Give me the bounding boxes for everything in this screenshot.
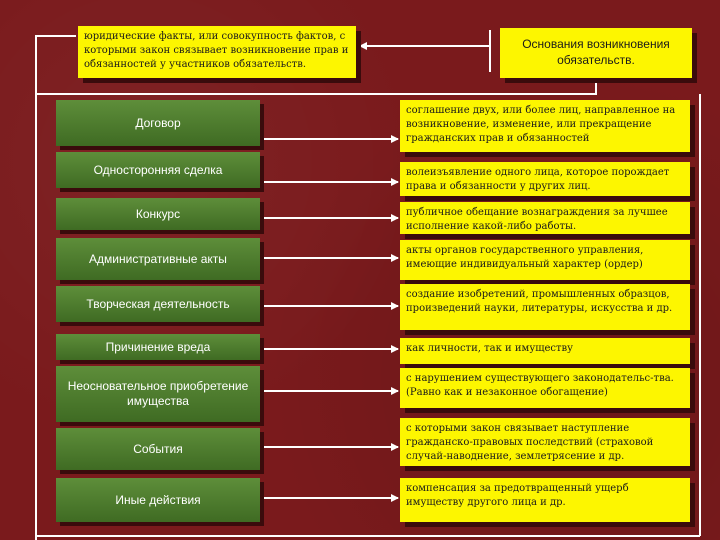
definition-box: юридические факты, или совокупность фактов, с которыми закон связывает возникновение прав и обязанностей у участников обязательств.: [78, 26, 356, 78]
description-box: с нарушением существующего законодательс-тва. (Равно как и незаконное обогащение): [400, 368, 690, 408]
description-box: публичное обещание вознаграждения за лучшее исполнение какой-либо работы.: [400, 202, 690, 234]
description-box: акты органов государственного управления, имеющие индивидуальный характер (ордер): [400, 240, 690, 280]
category-box: [56, 198, 260, 230]
category-label: Односторонняя сделка: [93, 162, 223, 177]
description-box: как личности, так и имуществу: [400, 338, 690, 364]
category-box: [56, 238, 260, 280]
category-box: [56, 428, 260, 470]
category-box: [56, 366, 260, 422]
title-box: Основания возникновения обязательств.: [500, 28, 692, 78]
description-box: с которыми закон связывает наступление гражданско-правовых последствий (страховой случай-наводнение, землетрясение и др.: [400, 418, 690, 466]
description-box: создание изобретений, промышленных образцов, произведений науки, литературы, искусства и др.: [400, 284, 690, 330]
description-box: соглашение двух, или более лиц, направленное на возникновение, изменение, или прекращение гражданских прав и обязанностей: [400, 100, 690, 152]
category-label: Причинение вреда: [105, 339, 211, 354]
top-rail: [36, 84, 596, 94]
category-label: Иные действия: [115, 492, 201, 507]
category-label: Творческая деятельность: [86, 296, 230, 311]
category-box: [56, 100, 260, 146]
category-label: Конкурс: [135, 206, 181, 221]
category-box: [56, 152, 260, 188]
category-label: Договор: [135, 115, 181, 130]
category-label: События: [133, 441, 183, 456]
category-label: Неосновательное приобретение имущества: [67, 379, 249, 408]
description-box: компенсация за предотвращенный ущерб имуществу другого лица и др.: [400, 478, 690, 522]
category-box: [56, 478, 260, 522]
category-label: Административные акты: [89, 251, 227, 266]
description-box: волеизъявление одного лица, которое порождает права и обязанности у других лиц.: [400, 162, 690, 196]
category-box: [56, 334, 260, 360]
category-box: [56, 286, 260, 322]
